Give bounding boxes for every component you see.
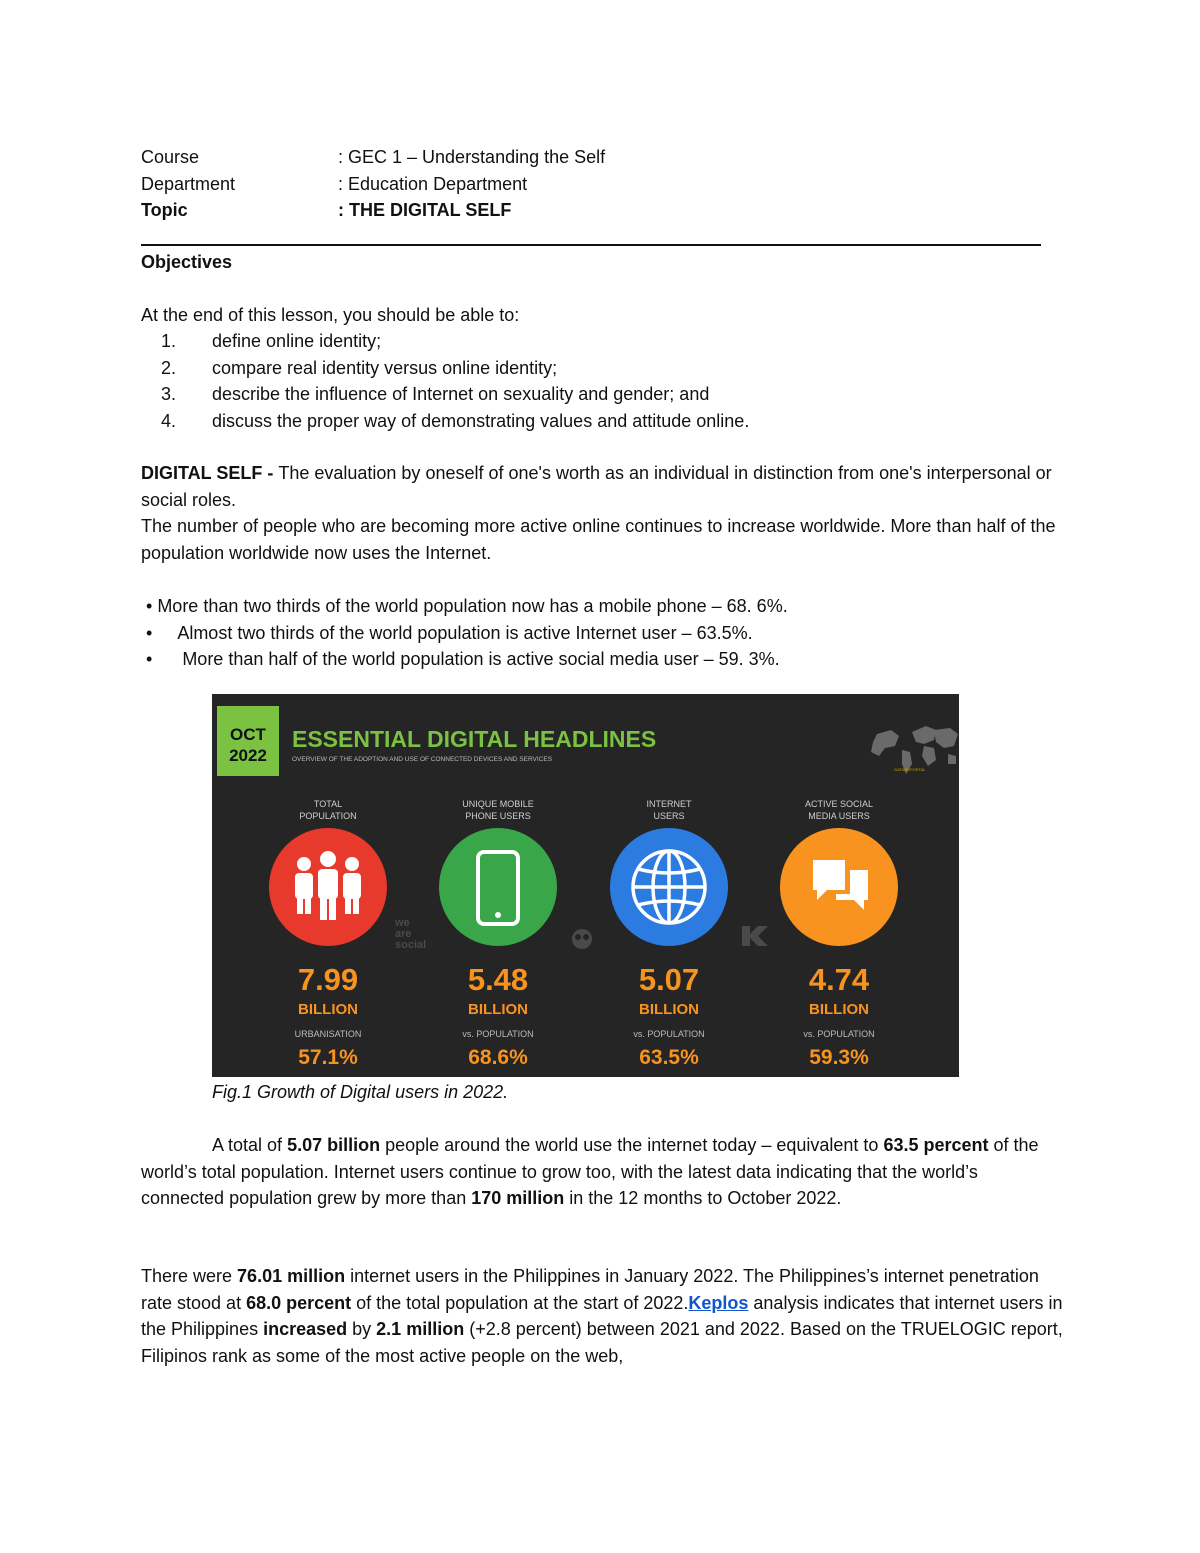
internet-users-paragraph — [141, 1132, 1061, 1212]
list-text: compare real identity versus online identity; — [212, 357, 558, 378]
stat-circle — [439, 828, 557, 946]
stat-label: UNIQUE MOBILE — [462, 799, 534, 809]
watermark-text: we — [395, 917, 410, 929]
course-header — [141, 144, 605, 224]
stat-unit: BILLION — [639, 1001, 699, 1018]
watermark-text: are — [395, 928, 412, 940]
stat-sub-label: vs. POPULATION — [633, 1029, 705, 1039]
bullet-mark: • — [141, 622, 178, 643]
paragraph-text: internet users in the Philippines in January 2022. The Philippines’s internet penetration rate stood at — [141, 1266, 1039, 1313]
paragraph-text: by — [347, 1319, 377, 1339]
highlight-figure: 63.5 percent — [883, 1135, 989, 1155]
topic-label: Topic — [141, 200, 188, 220]
highlight-figure: 76.01 million — [237, 1266, 346, 1286]
definition-term: DIGITAL SELF - — [141, 463, 279, 483]
stat-sub-value: 59.3% — [809, 1046, 869, 1069]
list-text: discuss the proper way of demonstrating values and attitude online. — [212, 410, 750, 431]
highlight-figure: 170 million — [471, 1188, 565, 1208]
stat-unit: BILLION — [809, 1001, 869, 1018]
map-caption: DATAREPORTAL — [894, 767, 926, 772]
badge-month: OCT — [230, 725, 266, 744]
department-label: Department — [141, 173, 236, 194]
watermark-text: social — [395, 939, 427, 951]
list-text: describe the influence of Internet on sexuality and gender; and — [212, 384, 710, 404]
stat-label: ACTIVE SOCIAL — [804, 799, 874, 809]
stat-label: TOTAL — [313, 799, 343, 809]
owl-logo-icon — [572, 929, 592, 949]
objectives-list — [141, 328, 749, 434]
paragraph-text: of the world’s total population. Internet users continue to grow too, with the latest data indicating that the world’s connected population grew by more than — [141, 1135, 1039, 1208]
highlight-figure: increased — [263, 1319, 348, 1339]
horizontal-divider — [141, 244, 1041, 246]
definition-text: The evaluation by oneself of one's worth as an individual in distinction from one's interpersonal or social roles. — [141, 463, 1052, 510]
list-item — [141, 646, 788, 673]
stat-sub-value: 63.5% — [639, 1046, 699, 1069]
stat-unit: BILLION — [298, 1001, 358, 1018]
paragraph-text: A total of — [212, 1135, 288, 1155]
paragraph-text: analysis indicates that internet users in the Philippines — [141, 1292, 1063, 1339]
stat-sub-value: 57.1% — [298, 1046, 358, 1069]
course-row — [141, 144, 605, 171]
globe-icon — [633, 851, 705, 923]
list-item — [141, 381, 749, 408]
paragraph-text: in the 12 months to October 2022. — [564, 1188, 842, 1208]
stat-value: 7.99 — [297, 962, 359, 997]
objectives-intro: At the end of this lesson, you should be able to: — [141, 305, 520, 325]
digital-headlines-infographic — [212, 694, 959, 1077]
bullet-mark: • — [141, 596, 158, 616]
department-value: : Education Department — [338, 173, 528, 194]
stat-sub-label: vs. POPULATION — [803, 1029, 875, 1039]
stat-sub-label: URBANISATION — [294, 1029, 362, 1039]
bullet-mark: • — [141, 649, 183, 669]
list-number: 4. — [160, 410, 176, 431]
definition-followup: The number of people who are becoming more active online continues to increase worldwide. More than half of the population worldwide now uses the Internet. — [141, 516, 1056, 563]
paragraph-text: There were — [141, 1266, 238, 1286]
stat-label: MEDIA USERS — [808, 811, 870, 821]
stat-value: 5.07 — [638, 962, 700, 997]
highlight-figure: 2.1 million — [376, 1319, 465, 1339]
list-item — [141, 593, 788, 620]
objectives-heading: Objectives — [141, 252, 233, 272]
list-item — [141, 408, 749, 435]
keplos-link[interactable]: Keplos — [688, 1292, 749, 1313]
highlight-figure: 68.0 percent — [246, 1292, 352, 1313]
list-item — [141, 355, 749, 382]
stat-sub-value: 68.6% — [468, 1046, 528, 1069]
course-value: : GEC 1 – Understanding the Self — [338, 147, 606, 167]
stat-unit: BILLION — [468, 1001, 528, 1018]
stat-value: 4.74 — [808, 962, 870, 997]
paragraph-text: of the total population at the start of 2022. — [351, 1292, 689, 1313]
figure-caption: Fig.1 Growth of Digital users in 2022. — [212, 1082, 509, 1102]
list-number: 1. — [160, 331, 176, 351]
infographic-title: ESSENTIAL DIGITAL HEADLINES — [292, 726, 657, 752]
list-item — [141, 328, 749, 355]
list-item — [141, 620, 788, 647]
course-label: Course — [141, 147, 200, 167]
stat-label: POPULATION — [299, 811, 357, 821]
topic-row — [141, 197, 605, 224]
list-number: 2. — [160, 357, 176, 378]
statistics-bullets — [141, 593, 788, 673]
paragraph-text: (+2.8 percent) between 2021 and 2022. Based on the TRUELOGIC report, Filipinos rank as some of the most active people on the web, — [141, 1319, 1063, 1366]
bullet-text: More than half of the world population is active social media user – 59. 3%. — [182, 649, 780, 669]
stat-label: USERS — [653, 811, 685, 821]
digital-self-definition — [141, 460, 1061, 566]
list-text: define online identity; — [212, 331, 382, 351]
stat-sub-label: vs. POPULATION — [462, 1029, 534, 1039]
stat-value: 5.48 — [467, 962, 529, 997]
paragraph-text: people around the world use the internet today – equivalent to — [380, 1135, 884, 1155]
badge-year: 2022 — [229, 746, 267, 765]
philippines-paragraph — [141, 1263, 1071, 1369]
list-number: 3. — [160, 384, 176, 404]
highlight-figure: 5.07 billion — [287, 1135, 381, 1155]
department-row — [141, 171, 605, 198]
infographic-subtitle: OVERVIEW OF THE ADOPTION AND USE OF CONNECTED DEVICES AND SERVICES — [292, 756, 553, 763]
topic-value: : THE DIGITAL SELF — [338, 200, 512, 220]
stat-label: PHONE USERS — [465, 811, 531, 821]
stat-label: INTERNET — [646, 799, 692, 809]
bullet-text: More than two thirds of the world population now has a mobile phone – 68. 6%. — [157, 596, 788, 616]
bullet-text: Almost two thirds of the world population is active Internet user – 63.5%. — [177, 622, 753, 643]
